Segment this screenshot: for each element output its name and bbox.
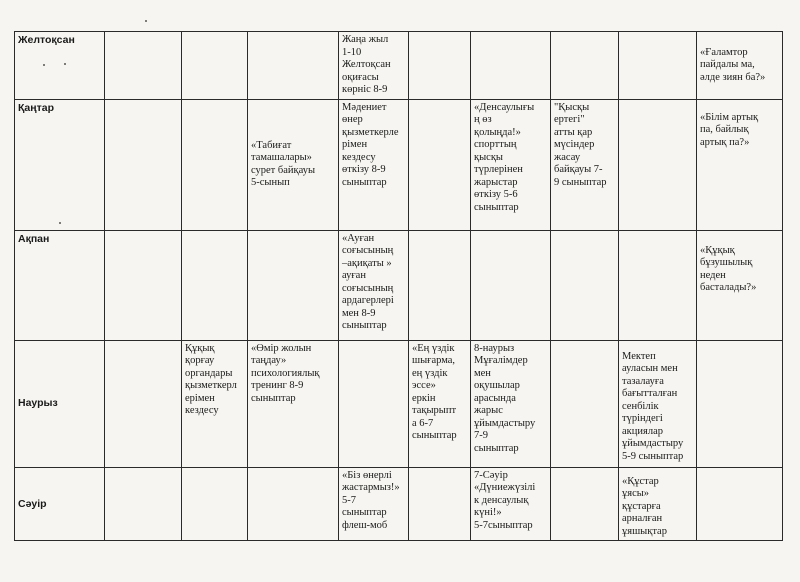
table-cell bbox=[471, 230, 551, 340]
table-row-february bbox=[15, 230, 783, 340]
table-cell: «Ең үздік шығарма, ең үздік эссе» еркін тақырыпт а 6-7 сыныптар bbox=[409, 340, 471, 467]
table-cell: «Денсаулығы ң өз қолыңда!» спорттың қысқы түрлерінен жарыстар өткізу 5-6 сыныптар bbox=[471, 99, 551, 230]
table-cell: «Біз өнерлі жастармыз!» 5-7 сыныптар флеш-моб bbox=[339, 467, 409, 541]
table-cell bbox=[551, 32, 619, 100]
table-cell bbox=[182, 99, 248, 230]
table-row-january bbox=[15, 99, 783, 230]
table-cell bbox=[697, 340, 783, 467]
table-cell: Мектеп ауласын мен тазалауға бағытталған сенбілік түріндегі акциялар ұйымдастыру 5-9 сыныптар bbox=[619, 340, 697, 467]
table-cell bbox=[105, 340, 182, 467]
table-cell: «Өмір жолын таңдау» психологиялық тренинг 8-9 сыныптар bbox=[248, 340, 339, 467]
table-cell: «Құқық бұзушылық неден басталады?» bbox=[697, 230, 783, 340]
table-cell: «Білім артық па, байлық артық па?» bbox=[697, 99, 783, 230]
table-cell bbox=[551, 340, 619, 467]
table-cell: «Ғаламтор пайдалы ма, әлде зиян ба?» bbox=[697, 32, 783, 100]
table-cell bbox=[248, 230, 339, 340]
table-cell bbox=[339, 340, 409, 467]
table-cell bbox=[409, 99, 471, 230]
month-march: Наурыз bbox=[15, 340, 105, 467]
table-row-april bbox=[15, 467, 783, 541]
table-cell bbox=[619, 32, 697, 100]
table-cell bbox=[409, 467, 471, 541]
table-cell bbox=[409, 32, 471, 100]
table-cell bbox=[182, 230, 248, 340]
table-cell bbox=[248, 32, 339, 100]
table-cell: Мәдениет өнер қызметкерле рімен кездесу өткізу 8-9 сыныптар bbox=[339, 99, 409, 230]
table-cell bbox=[248, 467, 339, 541]
table-cell: "Қысқы ертегі" атты қар мүсіндер жасау байқауы 7- 9 сыныптар bbox=[551, 99, 619, 230]
month-january: Қаңтар bbox=[15, 99, 105, 230]
scan-speck bbox=[145, 20, 147, 22]
events-plan-table bbox=[14, 31, 783, 541]
table-cell bbox=[619, 230, 697, 340]
table-cell bbox=[182, 32, 248, 100]
table-cell: «Ауған соғысының –ақиқаты » ауған соғысының ардагерлері мен 8-9 сыныптар bbox=[339, 230, 409, 340]
table-cell: Жаңа жыл 1-10 Желтоқсан оқиғасы көрніс 8-9 bbox=[339, 32, 409, 100]
table-cell bbox=[105, 32, 182, 100]
table-cell: «Табиғат тамашалары» сурет байқауы 5-сынып bbox=[248, 99, 339, 230]
table-row-march bbox=[15, 340, 783, 467]
table-cell: «Құстар ұясы» құстарға арналған ұяшықтар bbox=[619, 467, 697, 541]
table-cell: 8-наурыз Мұғалімдер мен оқушылар арасында жарыс ұйымдастыру 7-9 сыныптар bbox=[471, 340, 551, 467]
table-cell bbox=[551, 467, 619, 541]
table-cell bbox=[551, 230, 619, 340]
month-december: Желтоқсан bbox=[15, 32, 105, 100]
table-cell: Құқық қорғау органдары қызметкерл ерімен кездесу bbox=[182, 340, 248, 467]
month-april: Сәуір bbox=[15, 467, 105, 541]
table-cell bbox=[471, 32, 551, 100]
table-cell bbox=[697, 467, 783, 541]
table-cell bbox=[105, 230, 182, 340]
table-cell bbox=[182, 467, 248, 541]
table-cell bbox=[409, 230, 471, 340]
table-row-december bbox=[15, 32, 783, 100]
month-february: Ақпан bbox=[15, 230, 105, 340]
table-cell bbox=[105, 467, 182, 541]
table-cell bbox=[105, 99, 182, 230]
table-cell bbox=[619, 99, 697, 230]
table-cell: 7-Сәуір «Дүниежүзілі к денсаулық күні!» 5-7сыныптар bbox=[471, 467, 551, 541]
